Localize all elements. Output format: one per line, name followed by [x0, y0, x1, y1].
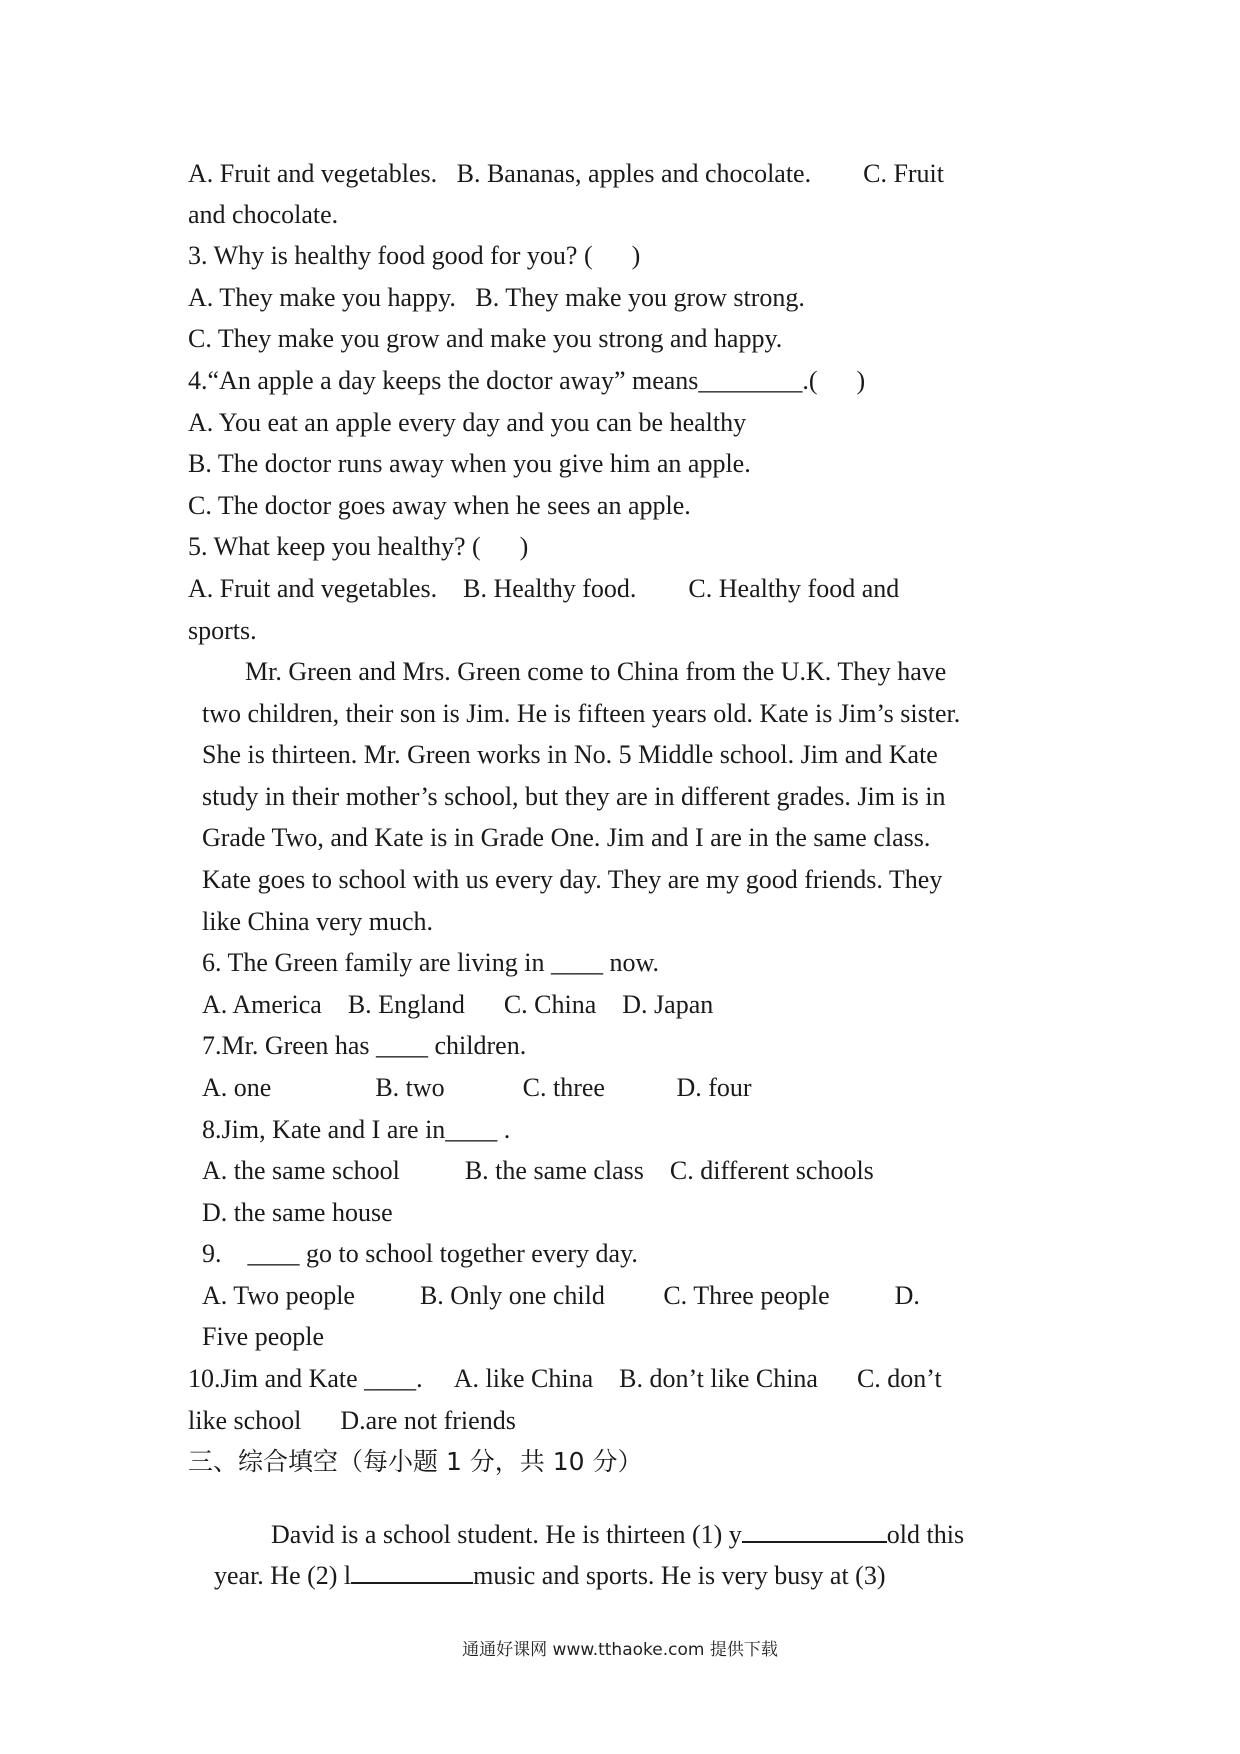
cloze-text: David is a school student. He is thirteen (1) y: [271, 1520, 742, 1549]
blank-2: [351, 1560, 473, 1584]
q9-options-line1: A. Two people B. Only one child C. Three people D.: [202, 1281, 920, 1310]
q4-option-b: B. The doctor runs away when you give him an apple.: [188, 449, 751, 478]
cloze-text: old this: [886, 1520, 965, 1549]
cloze-text: year. He (2) l: [214, 1561, 352, 1590]
q5-options-line2: sports.: [188, 616, 257, 645]
q9-options-line2: Five people: [202, 1322, 325, 1351]
section-heading: 三、综合填空（每小题 1 分，共 10 分）: [188, 1447, 643, 1476]
q2-options-line2: and chocolate.: [188, 200, 339, 229]
cloze-line-2: [188, 1530, 886, 1621]
q3-options-line2: C. They make you grow and make you strong and happy.: [188, 324, 783, 353]
question-9: 9. ____ go to school together every day.: [202, 1239, 638, 1268]
page-footer: 通通好课网 www.tthaoke.com 提供下载: [462, 1640, 778, 1660]
passage-line: Mr. Green and Mrs. Green come to China from the U.K. They have: [245, 657, 947, 686]
question-10: 10.Jim and Kate ____. A. like China B. don’t like China C. don’t: [188, 1364, 942, 1393]
q8-options-line1: A. the same school B. the same class C. different schools: [202, 1156, 874, 1185]
question-5: 5. What keep you healthy? ( ): [188, 532, 529, 561]
q4-option-c: C. The doctor goes away when he sees an apple.: [188, 491, 691, 520]
q5-options-line1: A. Fruit and vegetables. B. Healthy food. C. Healthy food and: [188, 574, 900, 603]
passage-line: like China very much.: [202, 907, 434, 936]
q8-options-line2: D. the same house: [202, 1198, 393, 1227]
q6-options: A. America B. England C. China D. Japan: [202, 990, 714, 1019]
passage-line: Grade Two, and Kate is in Grade One. Jim and I are in the same class.: [202, 823, 931, 852]
q3-options-line1: A. They make you happy. B. They make you grow strong.: [188, 283, 805, 312]
question-3: 3. Why is healthy food good for you? ( ): [188, 241, 641, 270]
cloze-text: music and sports. He is very busy at (3): [473, 1561, 886, 1590]
q4-option-a: A. You eat an apple every day and you can be healthy: [188, 408, 747, 437]
passage-line: two children, their son is Jim. He is fifteen years old. Kate is Jim’s sister.: [202, 699, 961, 728]
q2-options-line1: A. Fruit and vegetables. B. Bananas, apples and chocolate. C. Fruit: [188, 159, 945, 188]
passage-line: study in their mother’s school, but they are in different grades. Jim is in: [202, 782, 946, 811]
question-4: 4.“An apple a day keeps the doctor away” means________.( ): [188, 366, 866, 395]
q7-options: A. one B. two C. three D. four: [202, 1073, 752, 1102]
question-7: 7.Mr. Green has ____ children.: [202, 1031, 527, 1060]
question-8: 8.Jim, Kate and I are in____ .: [202, 1115, 511, 1144]
q10-options-line2: like school D.are not friends: [188, 1406, 516, 1435]
passage-line: She is thirteen. Mr. Green works in No. 5 Middle school. Jim and Kate: [202, 740, 938, 769]
passage-line: Kate goes to school with us every day. They are my good friends. They: [202, 865, 943, 894]
question-6: 6. The Green family are living in ____ now.: [202, 948, 660, 977]
